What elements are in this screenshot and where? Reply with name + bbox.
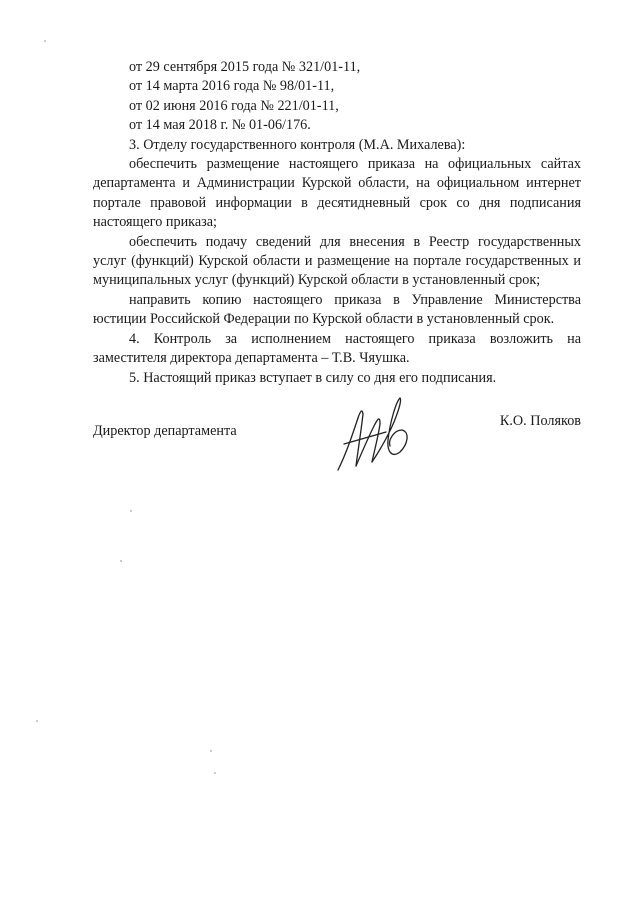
order-ref-4: от 14 мая 2018 г. № 01-06/176. — [129, 117, 311, 134]
order-ref-3: от 02 июня 2016 года № 221/01-11, — [129, 97, 339, 114]
order-ref-2: от 14 марта 2016 года № 98/01-11, — [129, 78, 335, 95]
signature-block — [93, 392, 581, 482]
order-ref-1: от 29 сентября 2015 года № 321/01-11, — [129, 59, 361, 75]
item-3-heading: 3. Отделу государственного контроля (М.А. Михалева): — [129, 136, 466, 153]
handwritten-signature — [328, 392, 418, 480]
item-3-paragraph-2: обеспечить подачу сведений для внесения в Реестр государственных услуг (функций) Курской области и размещение на портале государственных и муниципальных услуг (функций) Курской области в установленный срок; — [93, 233, 581, 289]
signatory-title: Директор департамента — [93, 422, 237, 439]
signatory-name: К.О. Поляков — [499, 412, 581, 429]
item-5-paragraph: 5. Настоящий приказ вступает в силу со дня его подписания. — [129, 369, 497, 386]
item-3-paragraph-1: обеспечить размещение настоящего приказа на официальных сайтах департамента и Администрации Курской области, на официальном интернет портале правовой информации в десятидневный срок со дня подписания настоящего приказа; — [93, 156, 581, 231]
item-3-paragraph-3: направить копию настоящего приказа в Управление Министерства юстиции Российской Федерации по Курской области в установленный срок. — [93, 291, 581, 328]
item-4-paragraph: 4. Контроль за исполнением настоящего приказа возложить на заместителя директора департамента – Т.В. Чяушка. — [93, 330, 581, 367]
document-body — [93, 58, 581, 482]
